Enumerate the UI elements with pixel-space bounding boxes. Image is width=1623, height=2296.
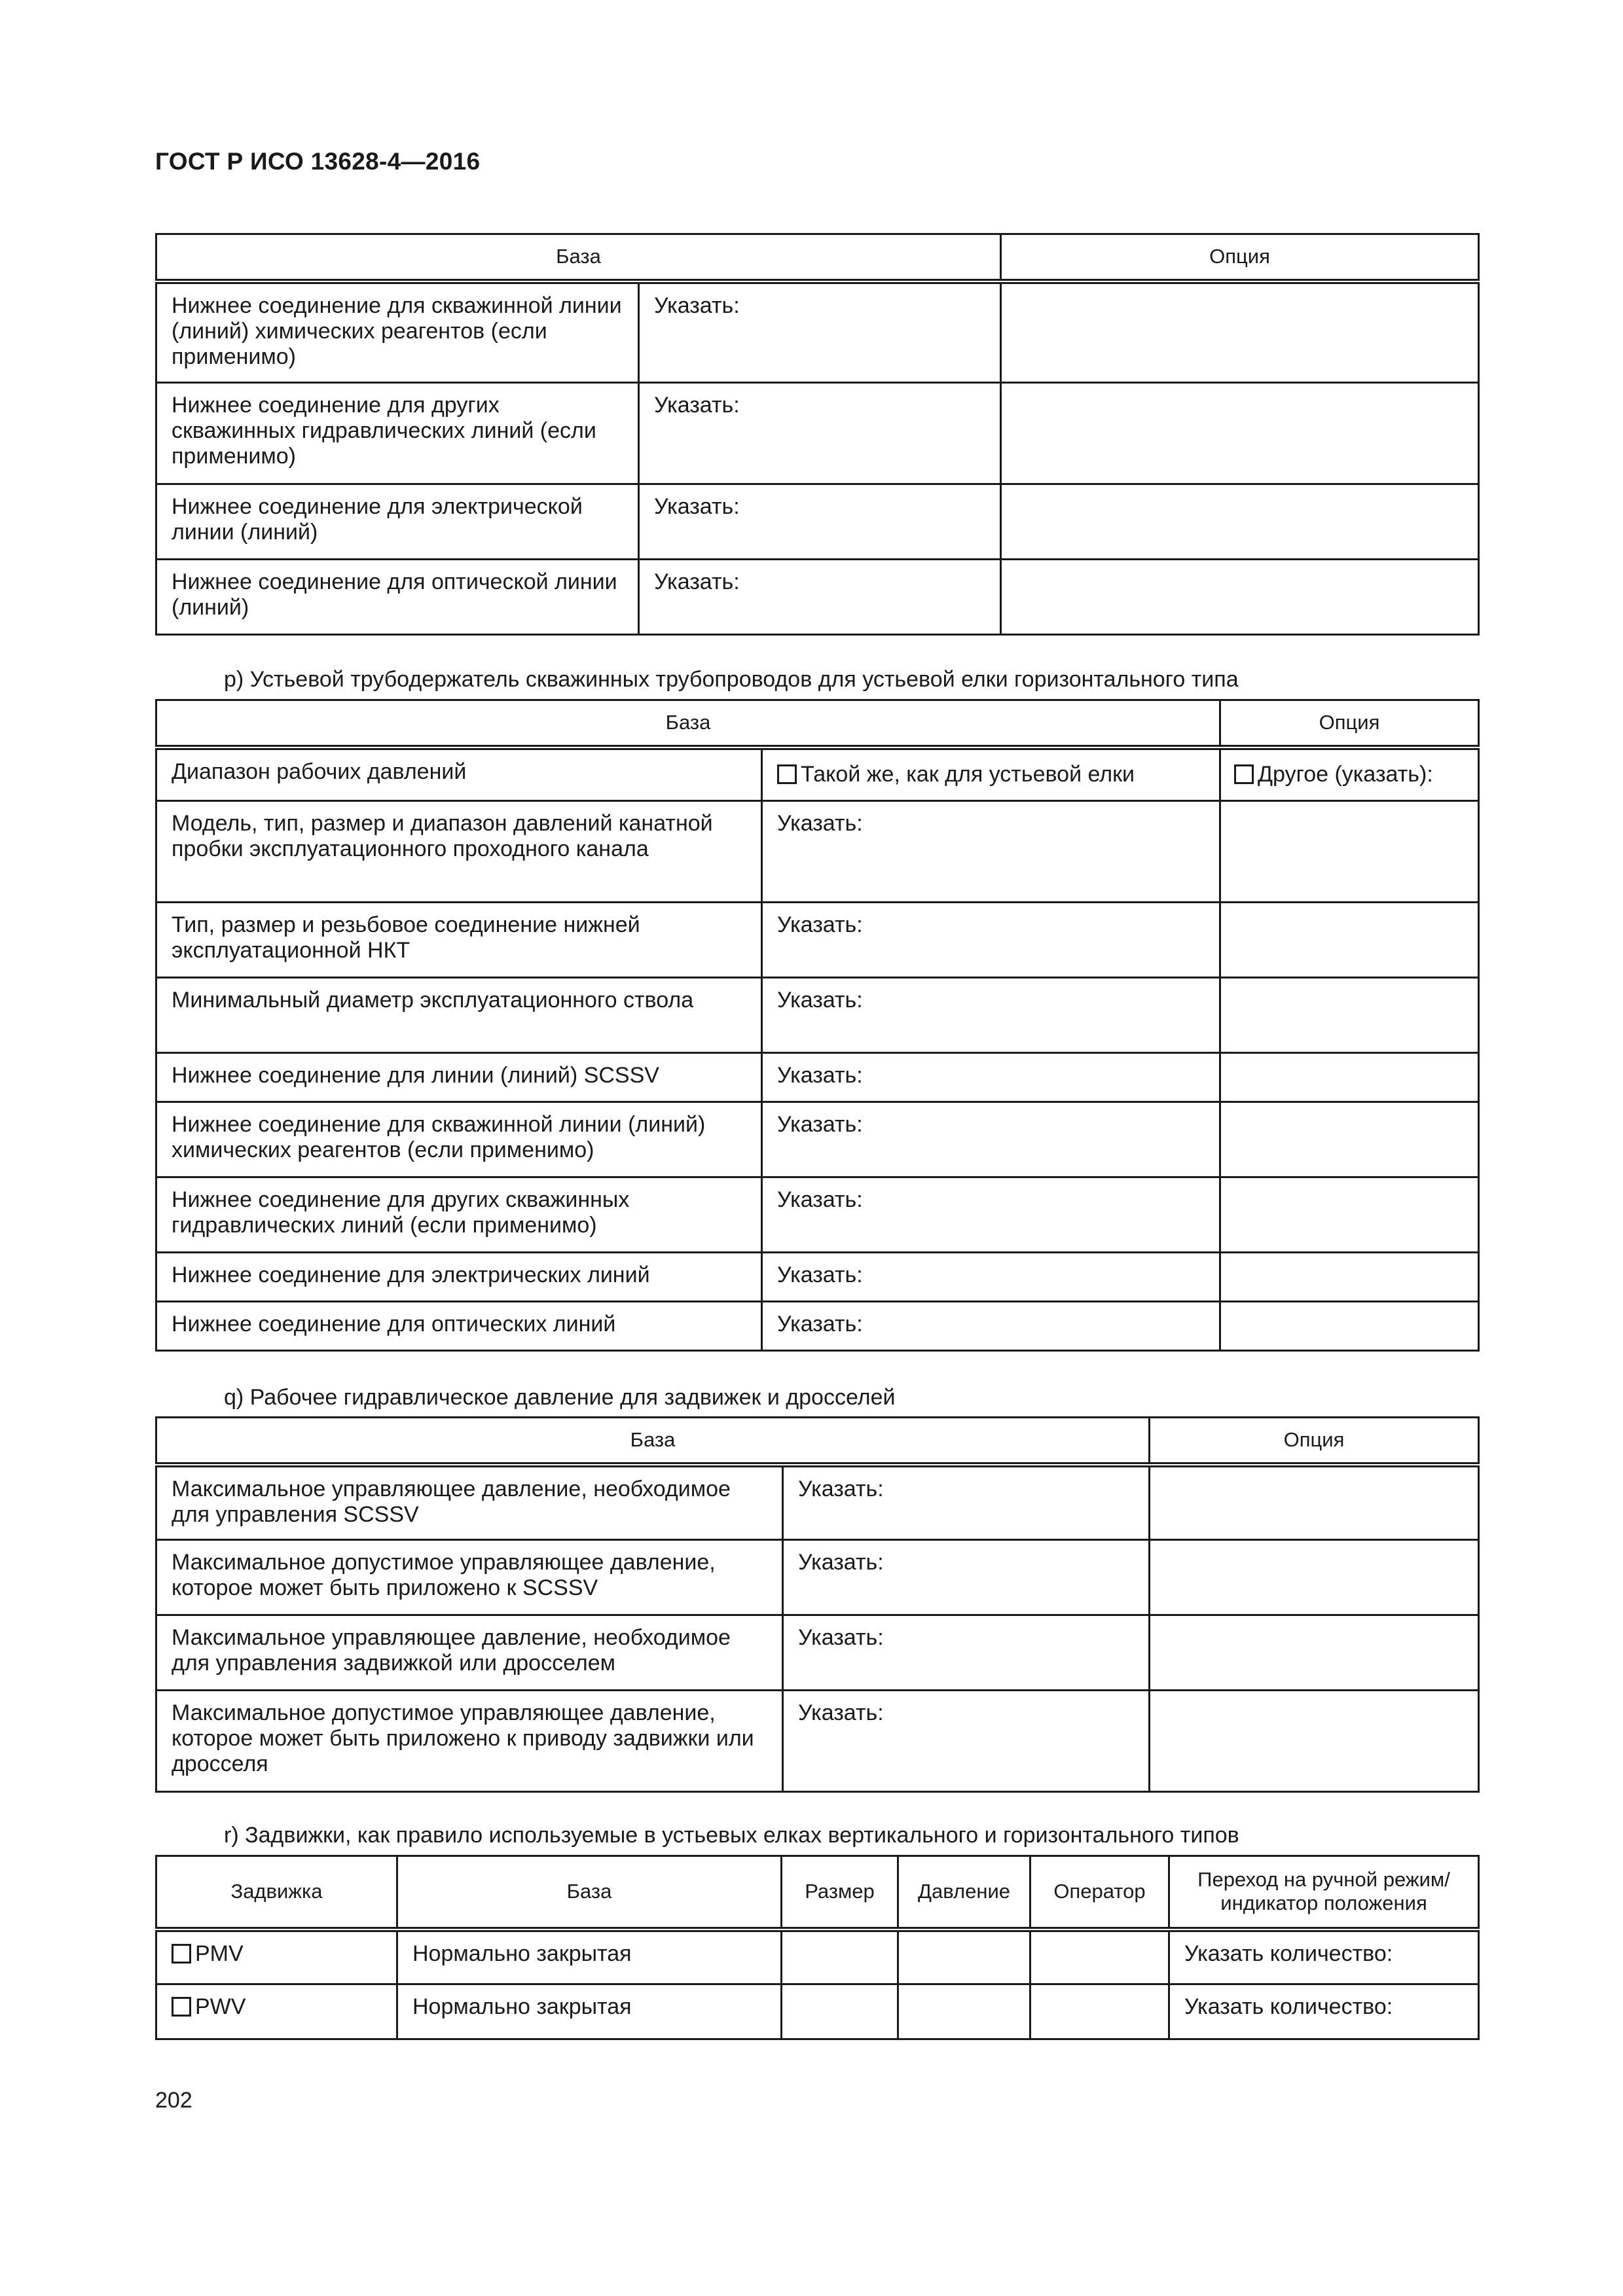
- table-header-row: [156, 1856, 1479, 1929]
- option-cell[interactable]: [1220, 903, 1479, 978]
- column-header-base: База: [397, 1856, 782, 1929]
- table-row: [156, 1984, 1479, 2039]
- option-cell[interactable]: [1001, 560, 1479, 635]
- specify-field[interactable]: Указать:: [639, 484, 1001, 560]
- specify-field[interactable]: Указать:: [762, 801, 1220, 903]
- section-p-caption: р) Устьевой трубодержатель скважинных трубопроводов для устьевой елки горизонтального типа: [224, 667, 1239, 692]
- option-cell[interactable]: [1220, 1102, 1479, 1177]
- pressure-field[interactable]: [898, 1929, 1030, 1984]
- column-header-base: База: [156, 234, 1001, 281]
- row-label: Максимальное допустимое управляющее давление, которое может быть приложено к приводу задвижки или дросселя: [156, 1691, 783, 1792]
- column-header-pressure: Давление: [898, 1856, 1030, 1929]
- table-header-row: [156, 234, 1479, 281]
- option-cell[interactable]: [1220, 1253, 1479, 1302]
- row-label: Минимальный диаметр эксплуатационного ствола: [156, 978, 762, 1053]
- table-hydraulic-pressure: [155, 1416, 1480, 1793]
- option-cell[interactable]: [1220, 978, 1479, 1053]
- column-header-base: База: [156, 1418, 1150, 1465]
- table-header-row: [156, 700, 1479, 747]
- row-label: Нижнее соединение для других скважинных гидравлических линий (если применимо): [156, 1177, 762, 1253]
- option-cell[interactable]: [1001, 484, 1479, 560]
- option-cell[interactable]: [1220, 1177, 1479, 1253]
- row-label: Нижнее соединение для оптической линии (линий): [156, 560, 639, 635]
- column-header-size: Размер: [782, 1856, 898, 1929]
- section-r-caption: r) Задвижки, как правило используемые в устьевых елках вертикального и горизонтального типов: [224, 1823, 1239, 1848]
- valve-option-pmv[interactable]: [156, 1929, 397, 1984]
- row-label: Нижнее соединение для электрической линии (линий): [156, 484, 639, 560]
- table-bottom-connections: [155, 233, 1480, 636]
- table-row: [156, 1053, 1479, 1102]
- table-row: [156, 1253, 1479, 1302]
- specify-field[interactable]: Указать:: [639, 383, 1001, 484]
- base-value: Нормально закрытая: [397, 1984, 782, 2039]
- table-header-row: [156, 1418, 1479, 1465]
- specify-field[interactable]: Указать:: [783, 1465, 1150, 1540]
- row-label: Максимальное управляющее давление, необходимое для управления SCSSV: [156, 1465, 783, 1540]
- valve-option-pwv[interactable]: [156, 1984, 397, 2039]
- row-label: Нижнее соединение для других скважинных гидравлических линий (если применимо): [156, 383, 639, 484]
- row-label: Диапазон рабочих давлений: [156, 747, 762, 801]
- table-row: [156, 1465, 1479, 1540]
- option-cell[interactable]: [1220, 801, 1479, 903]
- checkbox-icon[interactable]: [172, 1944, 191, 1964]
- column-header-operator: Оператор: [1030, 1856, 1169, 1929]
- option-cell[interactable]: [1150, 1615, 1479, 1691]
- row-label: Максимальное допустимое управляющее давление, которое может быть приложено к SCSSV: [156, 1540, 783, 1615]
- specify-field[interactable]: Указать:: [762, 978, 1220, 1053]
- checkbox-label: Такой же, как для устьевой елки: [801, 762, 1135, 787]
- quantity-field[interactable]: Указать количество:: [1169, 1929, 1479, 1984]
- table-row: [156, 484, 1479, 560]
- checkbox-icon[interactable]: [777, 764, 797, 784]
- specify-field[interactable]: Указать:: [762, 1053, 1220, 1102]
- option-cell[interactable]: [1220, 1302, 1479, 1351]
- table-valves: [155, 1855, 1480, 2040]
- specify-field[interactable]: Указать:: [639, 560, 1001, 635]
- option-cell[interactable]: [1150, 1691, 1479, 1792]
- checkbox-label: Другое (указать):: [1258, 762, 1433, 787]
- row-label: Нижнее соединение для электрических линий: [156, 1253, 762, 1302]
- specify-field[interactable]: Указать:: [783, 1691, 1150, 1792]
- row-label: Нижнее соединение для оптических линий: [156, 1302, 762, 1351]
- option-cell[interactable]: [1001, 383, 1479, 484]
- operator-field[interactable]: [1030, 1929, 1169, 1984]
- table-row: [156, 1691, 1479, 1792]
- operator-field[interactable]: [1030, 1984, 1169, 2039]
- table-tubing-hanger: [155, 699, 1480, 1352]
- table-row: [156, 383, 1479, 484]
- row-label: Нижнее соединение для линии (линий) SCSSV: [156, 1053, 762, 1102]
- table-row: [156, 1929, 1479, 1984]
- specify-field[interactable]: Указать:: [783, 1615, 1150, 1691]
- table-row: [156, 560, 1479, 635]
- valve-label: PMV: [195, 1941, 244, 1966]
- specify-field[interactable]: Указать:: [639, 281, 1001, 383]
- document-title: ГОСТ Р ИСО 13628-4—2016: [155, 148, 481, 175]
- checkbox-icon[interactable]: [172, 1997, 191, 2017]
- row-label: Тип, размер и резьбовое соединение нижней эксплуатационной НКТ: [156, 903, 762, 978]
- option-cell[interactable]: [1150, 1465, 1479, 1540]
- row-label: Нижнее соединение для скважинной линии (линий) химических реагентов (если применимо): [156, 281, 639, 383]
- column-header-base: База: [156, 700, 1220, 747]
- pressure-field[interactable]: [898, 1984, 1030, 2039]
- other-option[interactable]: [1220, 747, 1479, 801]
- table-row: [156, 978, 1479, 1053]
- row-label: Максимальное управляющее давление, необходимое для управления задвижкой или дросселем: [156, 1615, 783, 1691]
- column-header-option: Опция: [1150, 1418, 1479, 1465]
- valve-label: PWV: [195, 1994, 246, 2019]
- table-row: [156, 1102, 1479, 1177]
- size-field[interactable]: [782, 1929, 898, 1984]
- specify-field[interactable]: Указать:: [762, 903, 1220, 978]
- table-row: [156, 1302, 1479, 1351]
- column-header-option: Опция: [1220, 700, 1479, 747]
- column-header-valve: Задвижка: [156, 1856, 397, 1929]
- specify-field[interactable]: Указать:: [783, 1540, 1150, 1615]
- column-header-manual-override: Переход на ручной режим/ индикатор положения: [1169, 1856, 1479, 1929]
- page-number: 202: [155, 2088, 192, 2113]
- checkbox-icon[interactable]: [1234, 764, 1254, 784]
- table-row: [156, 1177, 1479, 1253]
- row-label: Нижнее соединение для скважинной линии (линий) химических реагентов (если применимо): [156, 1102, 762, 1177]
- specify-field[interactable]: Указать:: [762, 1177, 1220, 1253]
- row-label: Модель, тип, размер и диапазон давлений канатной пробки эксплуатационного проходного канала: [156, 801, 762, 903]
- table-row: [156, 1540, 1479, 1615]
- quantity-field[interactable]: Указать количество:: [1169, 1984, 1479, 2039]
- base-value: Нормально закрытая: [397, 1929, 782, 1984]
- table-row: [156, 281, 1479, 383]
- specify-field[interactable]: Указать:: [762, 1253, 1220, 1302]
- specify-field[interactable]: Указать:: [762, 1102, 1220, 1177]
- table-row: [156, 903, 1479, 978]
- option-cell[interactable]: [1220, 1053, 1479, 1102]
- same-as-tree-option[interactable]: [762, 747, 1220, 801]
- table-row: [156, 801, 1479, 903]
- option-cell[interactable]: [1001, 281, 1479, 383]
- column-header-option: Опция: [1001, 234, 1479, 281]
- pressure-range-row: [156, 747, 1479, 801]
- table-row: [156, 1615, 1479, 1691]
- size-field[interactable]: [782, 1984, 898, 2039]
- section-q-caption: q) Рабочее гидравлическое давление для задвижек и дросселей: [224, 1385, 896, 1410]
- option-cell[interactable]: [1150, 1540, 1479, 1615]
- specify-field[interactable]: Указать:: [762, 1302, 1220, 1351]
